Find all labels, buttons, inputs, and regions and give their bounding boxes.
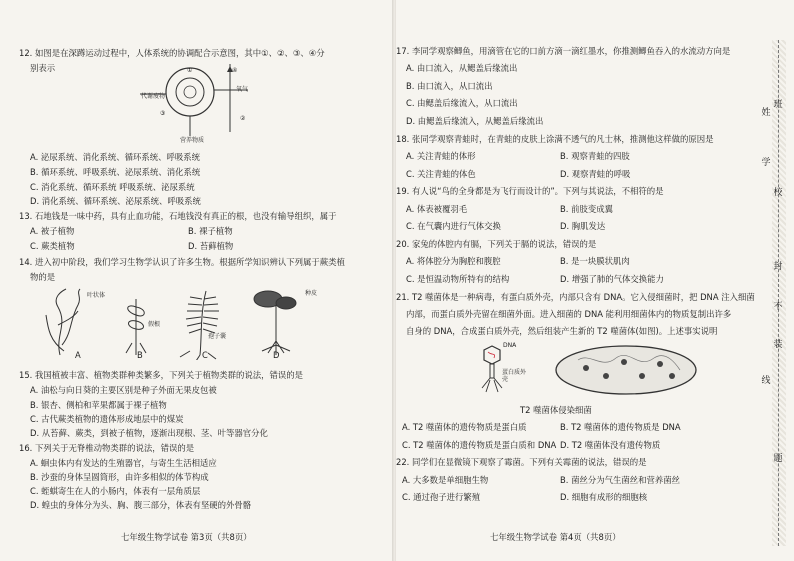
page-footer-left: 七年级生物学试卷 第3页（共8页） <box>121 532 252 542</box>
q18-option-a: A. 关注青蛙的体形 <box>406 151 476 161</box>
q21-option-d: D. T2 噬菌体没有遗传物质 <box>560 440 661 450</box>
seaweed-drawing <box>46 289 80 355</box>
q22-option-a: A. 大多数是单细胞生物 <box>402 475 489 485</box>
q19-option-c: C. 在气囊内进行气体交换 <box>406 221 501 231</box>
q13-option-a: A. 被子植物 <box>30 226 75 236</box>
q21-stem-cont: 内部，而蛋白质外壳留在细菌外面。进入细菌的 DNA 能利用细菌体内的物质复制出许多 <box>406 309 732 319</box>
q12-option-d: D. 消化系统、循环系统、泌尿系统、呼吸系统 <box>30 196 201 206</box>
q20-option-c: C. 是恒温动物所特有的结构 <box>406 274 510 284</box>
q19-stem: 19. 有人说“鸟的全身都是为飞行而设计的”。下列与其说法，不相符的是 <box>396 186 664 196</box>
figure-letter-c: C <box>202 350 208 360</box>
binding-label-school: 校 <box>773 188 783 198</box>
q21-option-a: A. T2 噬菌体的遗传物质是蛋白质 <box>402 422 527 432</box>
exam-page-3 <box>0 0 393 561</box>
q21-option-b: B. T2 噬菌体的遗传物质是 DNA <box>560 422 681 432</box>
binding-label-study: 学 <box>761 158 771 168</box>
q18-option-c: C. 关注青蛙的体色 <box>406 169 476 179</box>
sporangium-label: 孢子囊 <box>208 333 227 340</box>
body-systems-diagram <box>130 60 270 140</box>
q16-option-a: A. 蛔虫体内有发达的生殖器官，与寄生生活相适应 <box>30 458 217 468</box>
q18-stem: 18. 张同学观察青蛙时，在青蛙的皮肤上涂满不透气的凡士林，推测他这样做的原因是 <box>396 134 714 144</box>
dna-label: DNA <box>503 342 517 349</box>
binding-hatch <box>772 40 786 546</box>
q17-option-a: A. 由口流入，从鳃盖后缘流出 <box>406 63 518 73</box>
bacterium-drawing <box>556 346 696 394</box>
page-footer-right: 七年级生物学试卷 第4页（共8页） <box>490 532 621 542</box>
leaf-body-label: 叶状体 <box>87 292 106 299</box>
q15-stem: 15. 我国植被丰富、植物类群种类繁多，下列关于植物类群的说法，错误的是 <box>19 370 303 380</box>
figure-caption: T2 噬菌体侵染细菌 <box>520 405 592 415</box>
circle-label-3: ③ <box>160 110 166 117</box>
q15-option-c: C. 古代蕨类植物的遗体形成地层中的煤炭 <box>30 414 184 424</box>
q18-option-b: B. 观察青蛙的四肢 <box>560 151 630 161</box>
q21-stem-cont2: 自身的 DNA，合成蛋白质外壳，然后组装产生新的 T2 噬菌体(如图)。上述事实说明 <box>406 326 718 336</box>
q17-option-b: B. 由口流入，从口流出 <box>406 81 493 91</box>
q19-option-a: A. 体表被覆羽毛 <box>406 204 468 214</box>
q22-stem: 22. 同学们在显微镜下观察了霉菌。下列有关霉菌的说法，错误的是 <box>396 457 647 467</box>
q20-option-a: A. 将体腔分为胸腔和腹腔 <box>406 256 501 266</box>
q16-option-c: C. 蛭蜞寄生在人的小肠内，体表有一层角质层 <box>30 486 201 496</box>
q19-option-b: B. 前肢变成翼 <box>560 204 613 214</box>
q22-option-c: C. 通过孢子进行繁殖 <box>402 492 481 502</box>
q18-option-d: D. 观察青蛙的呼吸 <box>560 169 631 179</box>
q20-stem: 20. 家兔的体腔内有膈，下列关于膈的说法，错误的是 <box>396 239 597 249</box>
q20-option-d: D. 增强了肺的气体交换能力 <box>560 274 664 284</box>
binding-label-class: 班 <box>773 100 783 110</box>
moss-drawing <box>126 299 146 355</box>
q22-option-d: D. 细胞有成形的细胞核 <box>560 492 648 502</box>
q21-stem: 21. T2 噬菌体是一种病毒，有蛋白质外壳，内部只含有 DNA。它入侵细菌时，把 DNA 注入细菌 <box>396 292 755 302</box>
q12-stem-cont: 别表示 <box>30 63 56 73</box>
q17-option-c: C. 由鳃盖后缘流入，从口流出 <box>406 98 518 108</box>
binding-label-name: 姓 <box>761 108 771 118</box>
rhizoid-label: 假根 <box>148 321 161 328</box>
q15-option-a: A. 油松与向日葵的主要区别是种子外面无果皮包被 <box>30 385 217 395</box>
q14-stem: 14. 进入初中阶段，我们学习生物学认识了许多生物。根据所学知识辨认下列属于蕨类植 <box>19 257 345 267</box>
phage-drawing <box>482 346 502 392</box>
binding-label-line: 线 <box>761 376 771 386</box>
q21-option-c: C. T2 噬菌体的遗传物质是蛋白质和 DNA <box>402 440 557 450</box>
circle-label-1: ① <box>187 67 193 74</box>
q17-stem: 17. 李同学观察鲫鱼，用滴管在它的口前方滴一滴红墨水，你推测鲫鱼吞入的水流动方向是 <box>396 46 731 56</box>
q20-option-b: B. 是一块膜状肌肉 <box>560 256 630 266</box>
figure-letter-b: B <box>137 350 143 360</box>
q12-stem: 12. 如图是在深蹲运动过程中，人体系统的协调配合示意图，其中①、②、③、④分 <box>19 48 325 58</box>
q15-option-b: B. 银杏、侧柏和苹果都属于裸子植物 <box>30 400 167 410</box>
q12-option-b: B. 循环系统、呼吸系统、泌尿系统、消化系统 <box>30 167 201 177</box>
binding-label-seal: 封 <box>773 262 783 272</box>
oxygen-label: 氧气 <box>236 86 249 93</box>
binding-label-bind: 装 <box>773 340 783 350</box>
figure-letter-a: A <box>75 350 81 360</box>
q13-stem: 13. 石地钱是一味中药，具有止血功能，石地钱没有真正的根，也没有输导组织，属于 <box>19 211 337 221</box>
q17-option-d: D. 由鳃盖后缘流入，从鳃盖后缘流出 <box>406 116 544 126</box>
circle-label-2: ② <box>240 115 246 122</box>
metabolism-label: 代谢废物 <box>141 93 166 100</box>
figure-letter-d: D <box>273 350 280 360</box>
q15-option-d: D. 从苔藓、蕨类，到被子植物，逐渐出现根、茎、叶等器官分化 <box>30 428 268 438</box>
q14-stem-cont: 物的是 <box>30 272 56 282</box>
binding-label-question: 题 <box>773 454 783 464</box>
protein-shell-label: 蛋白质外壳 <box>502 369 527 383</box>
binding-line <box>778 40 779 546</box>
q16-stem: 16. 下列关于无脊椎动物类群的说法，错误的是 <box>19 443 195 453</box>
q13-option-c: C. 蕨类植物 <box>30 241 75 251</box>
q19-option-d: D. 胸肌发达 <box>560 221 606 231</box>
q12-option-a: A. 泌尿系统、消化系统、循环系统、呼吸系统 <box>30 152 201 162</box>
binding-label-not: 不 <box>773 302 783 312</box>
q13-option-d: D. 苔藓植物 <box>188 241 234 251</box>
q12-option-c: C. 消化系统、循环系统 呼吸系统、泌尿系统 <box>30 182 195 192</box>
q16-option-d: D. 蝗虫的身体分为头、胸、腹三部分，体表有坚硬的外骨骼 <box>30 500 252 510</box>
seedling-drawing <box>254 291 296 355</box>
seed-coat-label: 种皮 <box>305 290 318 297</box>
q22-option-b: B. 菌丝分为气生菌丝和营养菌丝 <box>560 475 680 485</box>
q16-option-b: B. 沙蚕的身体呈圆筒形，由许多相似的体节构成 <box>30 472 209 482</box>
binding-strip <box>702 40 786 546</box>
fern-drawing <box>180 291 219 360</box>
circle-label-4: ④ <box>232 67 238 74</box>
nutrients-label: 营养物质 <box>180 137 205 144</box>
q13-option-b: B. 裸子植物 <box>188 226 233 236</box>
